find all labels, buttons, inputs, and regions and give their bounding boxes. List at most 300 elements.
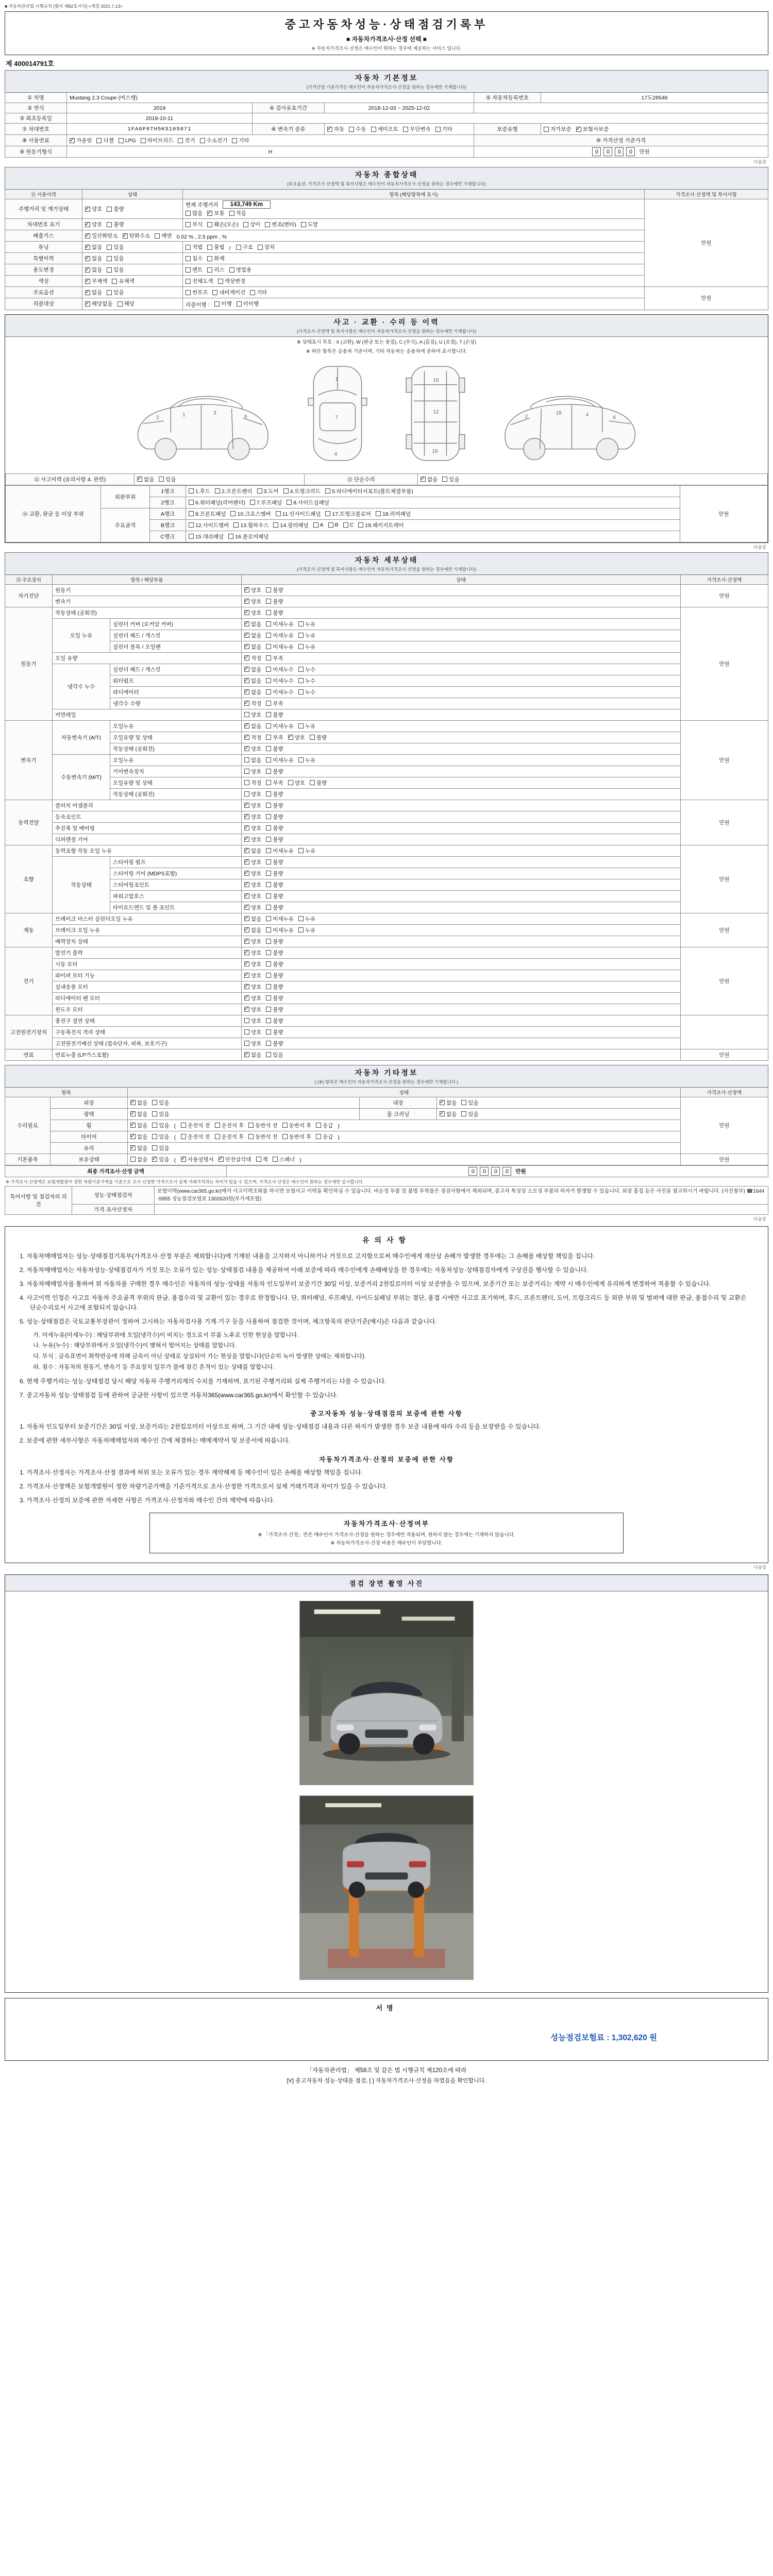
checked-checkbox-icon[interactable] bbox=[244, 961, 249, 967]
unchecked-checkbox-icon[interactable] bbox=[310, 780, 315, 785]
checkbox-option[interactable] bbox=[189, 521, 229, 529]
unchecked-checkbox-icon[interactable] bbox=[155, 233, 160, 239]
unchecked-checkbox-icon[interactable] bbox=[186, 267, 191, 273]
checkbox-option[interactable] bbox=[244, 643, 261, 651]
checkbox-option[interactable] bbox=[232, 137, 249, 144]
checkbox-option[interactable] bbox=[298, 915, 315, 923]
checkbox-option[interactable] bbox=[298, 643, 315, 651]
unchecked-checkbox-icon[interactable] bbox=[107, 267, 112, 273]
checked-checkbox-icon[interactable] bbox=[244, 825, 249, 831]
unchecked-checkbox-icon[interactable] bbox=[298, 633, 304, 638]
checkbox-option[interactable] bbox=[310, 734, 327, 741]
checked-checkbox-icon[interactable] bbox=[244, 621, 249, 626]
checked-checkbox-icon[interactable] bbox=[137, 477, 142, 482]
unchecked-checkbox-icon[interactable] bbox=[266, 678, 271, 683]
checkbox-option[interactable] bbox=[266, 700, 283, 707]
checked-checkbox-icon[interactable] bbox=[244, 950, 249, 955]
unchecked-checkbox-icon[interactable] bbox=[189, 500, 194, 505]
checkbox-option[interactable] bbox=[228, 533, 268, 540]
unchecked-checkbox-icon[interactable] bbox=[215, 488, 220, 494]
checkbox-option[interactable] bbox=[244, 745, 261, 753]
unchecked-checkbox-icon[interactable] bbox=[298, 927, 304, 933]
checked-checkbox-icon[interactable] bbox=[130, 1111, 136, 1116]
checkbox-option[interactable] bbox=[313, 522, 324, 528]
unchecked-checkbox-icon[interactable] bbox=[186, 222, 191, 227]
unchecked-checkbox-icon[interactable] bbox=[266, 995, 271, 1001]
checkbox-option[interactable] bbox=[327, 125, 344, 133]
checkbox-option[interactable] bbox=[244, 926, 261, 934]
checkbox-option[interactable] bbox=[325, 487, 413, 495]
unchecked-checkbox-icon[interactable] bbox=[266, 712, 271, 717]
checkbox-option[interactable] bbox=[298, 620, 315, 628]
unchecked-checkbox-icon[interactable] bbox=[442, 477, 447, 482]
checkbox-option[interactable] bbox=[230, 510, 271, 518]
checkbox-option[interactable] bbox=[248, 1122, 278, 1129]
unchecked-checkbox-icon[interactable] bbox=[328, 522, 333, 528]
unchecked-checkbox-icon[interactable] bbox=[298, 689, 304, 694]
checked-checkbox-icon[interactable] bbox=[85, 290, 90, 295]
checkbox-option[interactable] bbox=[130, 1133, 147, 1141]
checkbox-option[interactable] bbox=[244, 688, 261, 696]
unchecked-checkbox-icon[interactable] bbox=[266, 1018, 271, 1023]
checkbox-option[interactable] bbox=[250, 499, 282, 506]
unchecked-checkbox-icon[interactable] bbox=[152, 1145, 157, 1150]
unchecked-checkbox-icon[interactable] bbox=[343, 522, 348, 528]
checkbox-option[interactable] bbox=[215, 1133, 244, 1141]
checkbox-option[interactable] bbox=[298, 756, 315, 764]
checkbox-option[interactable] bbox=[266, 847, 294, 855]
checkbox-option[interactable] bbox=[371, 125, 399, 133]
unchecked-checkbox-icon[interactable] bbox=[266, 871, 271, 876]
unchecked-checkbox-icon[interactable] bbox=[189, 488, 194, 494]
checkbox-option[interactable] bbox=[266, 666, 294, 673]
checkbox-option[interactable] bbox=[159, 476, 176, 483]
checkbox-option[interactable] bbox=[215, 1122, 244, 1129]
unchecked-checkbox-icon[interactable] bbox=[266, 769, 271, 774]
checkbox-option[interactable] bbox=[266, 768, 283, 775]
unchecked-checkbox-icon[interactable] bbox=[244, 757, 249, 762]
checkbox-option[interactable] bbox=[244, 847, 261, 855]
checkbox-option[interactable] bbox=[244, 756, 261, 764]
checkbox-option[interactable] bbox=[244, 677, 261, 685]
checkbox-option[interactable] bbox=[421, 476, 438, 483]
unchecked-checkbox-icon[interactable] bbox=[107, 245, 112, 250]
checkbox-option[interactable] bbox=[273, 521, 308, 529]
checkbox-option[interactable] bbox=[298, 632, 315, 639]
checkbox-option[interactable] bbox=[266, 1006, 283, 1013]
checkbox-option[interactable] bbox=[244, 1017, 261, 1025]
checkbox-option[interactable] bbox=[266, 858, 283, 866]
checkbox-option[interactable] bbox=[283, 487, 321, 495]
checkbox-option[interactable] bbox=[85, 221, 102, 228]
unchecked-checkbox-icon[interactable] bbox=[266, 927, 271, 933]
unchecked-checkbox-icon[interactable] bbox=[266, 621, 271, 626]
checkbox-option[interactable] bbox=[435, 125, 452, 133]
checkbox-option[interactable] bbox=[244, 892, 261, 900]
unchecked-checkbox-icon[interactable] bbox=[248, 1123, 254, 1128]
checkbox-option[interactable] bbox=[266, 949, 283, 957]
checked-checkbox-icon[interactable] bbox=[244, 1007, 249, 1012]
checkbox-option[interactable] bbox=[266, 938, 283, 945]
unchecked-checkbox-icon[interactable] bbox=[178, 138, 183, 143]
unchecked-checkbox-icon[interactable] bbox=[186, 245, 191, 250]
checked-checkbox-icon[interactable] bbox=[181, 1157, 186, 1162]
checkbox-option[interactable] bbox=[218, 277, 246, 285]
checked-checkbox-icon[interactable] bbox=[123, 233, 128, 239]
checkbox-option[interactable] bbox=[130, 1144, 147, 1152]
checkbox-option[interactable] bbox=[544, 125, 572, 133]
checked-checkbox-icon[interactable] bbox=[130, 1100, 136, 1105]
checked-checkbox-icon[interactable] bbox=[130, 1123, 136, 1128]
checkbox-option[interactable] bbox=[243, 221, 260, 228]
checkbox-option[interactable] bbox=[186, 277, 213, 285]
checked-checkbox-icon[interactable] bbox=[207, 211, 212, 216]
unchecked-checkbox-icon[interactable] bbox=[244, 712, 249, 717]
checkbox-option[interactable] bbox=[266, 904, 283, 911]
unchecked-checkbox-icon[interactable] bbox=[159, 477, 164, 482]
unchecked-checkbox-icon[interactable] bbox=[218, 279, 223, 284]
checkbox-option[interactable] bbox=[403, 125, 431, 133]
checkbox-option[interactable] bbox=[282, 1133, 312, 1141]
checkbox-option[interactable] bbox=[328, 522, 339, 528]
checkbox-option[interactable] bbox=[130, 1122, 147, 1129]
checkbox-option[interactable] bbox=[107, 255, 124, 262]
unchecked-checkbox-icon[interactable] bbox=[207, 256, 212, 261]
checkbox-option[interactable] bbox=[266, 983, 283, 991]
unchecked-checkbox-icon[interactable] bbox=[288, 780, 293, 785]
checkbox-option[interactable] bbox=[244, 881, 261, 889]
unchecked-checkbox-icon[interactable] bbox=[244, 1029, 249, 1035]
checkbox-option[interactable] bbox=[117, 300, 135, 308]
checkbox-option[interactable] bbox=[266, 960, 283, 968]
checkbox-option[interactable] bbox=[301, 221, 318, 228]
checkbox-option[interactable] bbox=[244, 983, 261, 991]
unchecked-checkbox-icon[interactable] bbox=[371, 127, 376, 132]
checkbox-option[interactable] bbox=[189, 499, 245, 506]
unchecked-checkbox-icon[interactable] bbox=[266, 689, 271, 694]
checkbox-option[interactable] bbox=[85, 266, 102, 274]
checkbox-option[interactable] bbox=[244, 1040, 261, 1047]
unchecked-checkbox-icon[interactable] bbox=[266, 735, 271, 740]
checkbox-option[interactable] bbox=[440, 1099, 457, 1107]
checkbox-option[interactable] bbox=[258, 243, 275, 251]
checked-checkbox-icon[interactable] bbox=[130, 1134, 136, 1139]
checkbox-option[interactable] bbox=[266, 779, 283, 787]
checkbox-option[interactable] bbox=[266, 586, 283, 594]
checkbox-option[interactable] bbox=[273, 1156, 295, 1163]
unchecked-checkbox-icon[interactable] bbox=[544, 127, 549, 132]
checkbox-option[interactable] bbox=[266, 892, 283, 900]
unchecked-checkbox-icon[interactable] bbox=[358, 522, 363, 528]
unchecked-checkbox-icon[interactable] bbox=[141, 138, 146, 143]
checked-checkbox-icon[interactable] bbox=[440, 1111, 445, 1116]
checkbox-option[interactable] bbox=[244, 734, 261, 741]
unchecked-checkbox-icon[interactable] bbox=[266, 1029, 271, 1035]
unchecked-checkbox-icon[interactable] bbox=[266, 905, 271, 910]
unchecked-checkbox-icon[interactable] bbox=[152, 1134, 157, 1139]
checked-checkbox-icon[interactable] bbox=[244, 905, 249, 910]
checked-checkbox-icon[interactable] bbox=[244, 803, 249, 808]
checked-checkbox-icon[interactable] bbox=[244, 655, 249, 660]
unchecked-checkbox-icon[interactable] bbox=[236, 245, 241, 250]
unchecked-checkbox-icon[interactable] bbox=[117, 301, 123, 307]
checkbox-option[interactable] bbox=[287, 499, 329, 506]
checkbox-option[interactable] bbox=[266, 870, 283, 877]
unchecked-checkbox-icon[interactable] bbox=[266, 961, 271, 967]
unchecked-checkbox-icon[interactable] bbox=[186, 290, 191, 295]
unchecked-checkbox-icon[interactable] bbox=[266, 610, 271, 615]
unchecked-checkbox-icon[interactable] bbox=[266, 803, 271, 808]
unchecked-checkbox-icon[interactable] bbox=[215, 1134, 220, 1139]
checked-checkbox-icon[interactable] bbox=[85, 279, 90, 284]
checked-checkbox-icon[interactable] bbox=[85, 267, 90, 273]
checkbox-option[interactable] bbox=[152, 1156, 169, 1163]
checked-checkbox-icon[interactable] bbox=[130, 1145, 136, 1150]
checkbox-option[interactable] bbox=[244, 790, 261, 798]
unchecked-checkbox-icon[interactable] bbox=[207, 245, 212, 250]
checkbox-option[interactable] bbox=[248, 1133, 278, 1141]
checkbox-option[interactable] bbox=[244, 858, 261, 866]
checkbox-option[interactable] bbox=[229, 266, 251, 274]
checked-checkbox-icon[interactable] bbox=[244, 859, 249, 865]
unchecked-checkbox-icon[interactable] bbox=[298, 723, 304, 728]
unchecked-checkbox-icon[interactable] bbox=[244, 780, 249, 785]
checkbox-option[interactable] bbox=[244, 915, 261, 923]
unchecked-checkbox-icon[interactable] bbox=[107, 256, 112, 261]
checkbox-option[interactable] bbox=[244, 1006, 261, 1013]
checked-checkbox-icon[interactable] bbox=[244, 973, 249, 978]
unchecked-checkbox-icon[interactable] bbox=[403, 127, 408, 132]
unchecked-checkbox-icon[interactable] bbox=[266, 655, 271, 660]
unchecked-checkbox-icon[interactable] bbox=[266, 984, 271, 989]
checkbox-option[interactable] bbox=[266, 994, 283, 1002]
unchecked-checkbox-icon[interactable] bbox=[244, 769, 249, 774]
checkbox-option[interactable] bbox=[266, 836, 283, 843]
unchecked-checkbox-icon[interactable] bbox=[276, 511, 281, 516]
unchecked-checkbox-icon[interactable] bbox=[273, 522, 278, 528]
checked-checkbox-icon[interactable] bbox=[85, 245, 90, 250]
unchecked-checkbox-icon[interactable] bbox=[212, 290, 217, 295]
unchecked-checkbox-icon[interactable] bbox=[257, 488, 262, 494]
checkbox-option[interactable] bbox=[237, 300, 259, 308]
unchecked-checkbox-icon[interactable] bbox=[248, 1134, 254, 1139]
checkbox-option[interactable] bbox=[266, 972, 283, 979]
checkbox-option[interactable] bbox=[244, 666, 261, 673]
unchecked-checkbox-icon[interactable] bbox=[112, 279, 117, 284]
checkbox-option[interactable] bbox=[288, 734, 305, 741]
checkbox-option[interactable] bbox=[266, 926, 294, 934]
checked-checkbox-icon[interactable] bbox=[244, 893, 249, 899]
unchecked-checkbox-icon[interactable] bbox=[313, 522, 318, 528]
checked-checkbox-icon[interactable] bbox=[440, 1100, 445, 1105]
unchecked-checkbox-icon[interactable] bbox=[200, 138, 205, 143]
checkbox-option[interactable] bbox=[298, 926, 315, 934]
checkbox-option[interactable] bbox=[130, 1099, 147, 1107]
unchecked-checkbox-icon[interactable] bbox=[282, 1134, 288, 1139]
checkbox-option[interactable] bbox=[276, 510, 321, 518]
checkbox-option[interactable] bbox=[186, 221, 203, 228]
checked-checkbox-icon[interactable] bbox=[85, 256, 90, 261]
checked-checkbox-icon[interactable] bbox=[421, 477, 426, 482]
checkbox-option[interactable] bbox=[141, 137, 174, 144]
checkbox-option[interactable] bbox=[236, 243, 253, 251]
checkbox-option[interactable] bbox=[325, 510, 371, 518]
checkbox-option[interactable] bbox=[256, 1156, 268, 1163]
checkbox-option[interactable] bbox=[107, 243, 124, 251]
checkbox-option[interactable] bbox=[130, 1110, 147, 1118]
checkbox-option[interactable] bbox=[316, 1122, 333, 1129]
unchecked-checkbox-icon[interactable] bbox=[181, 1134, 186, 1139]
checkbox-option[interactable] bbox=[461, 1099, 478, 1107]
checkbox-option[interactable] bbox=[244, 870, 261, 877]
checkbox-option[interactable] bbox=[85, 205, 102, 213]
checkbox-option[interactable] bbox=[155, 232, 172, 240]
unchecked-checkbox-icon[interactable] bbox=[435, 127, 441, 132]
unchecked-checkbox-icon[interactable] bbox=[298, 848, 304, 853]
unchecked-checkbox-icon[interactable] bbox=[207, 267, 212, 273]
unchecked-checkbox-icon[interactable] bbox=[266, 791, 271, 796]
checkbox-option[interactable] bbox=[266, 632, 294, 639]
unchecked-checkbox-icon[interactable] bbox=[189, 522, 194, 528]
unchecked-checkbox-icon[interactable] bbox=[298, 667, 304, 672]
checked-checkbox-icon[interactable] bbox=[244, 995, 249, 1001]
unchecked-checkbox-icon[interactable] bbox=[266, 939, 271, 944]
checkbox-option[interactable] bbox=[316, 1133, 333, 1141]
checkbox-option[interactable] bbox=[244, 768, 261, 775]
checkbox-option[interactable] bbox=[376, 510, 411, 518]
unchecked-checkbox-icon[interactable] bbox=[229, 211, 234, 216]
checked-checkbox-icon[interactable] bbox=[576, 127, 581, 132]
checkbox-option[interactable] bbox=[343, 522, 354, 528]
checkbox-option[interactable] bbox=[207, 255, 224, 262]
checkbox-option[interactable] bbox=[186, 255, 203, 262]
checkbox-option[interactable] bbox=[244, 802, 261, 809]
unchecked-checkbox-icon[interactable] bbox=[214, 301, 220, 307]
checkbox-option[interactable] bbox=[189, 533, 224, 540]
checked-checkbox-icon[interactable] bbox=[152, 1157, 157, 1162]
checkbox-option[interactable] bbox=[257, 487, 279, 495]
checkbox-option[interactable] bbox=[244, 972, 261, 979]
checkbox-option[interactable] bbox=[244, 813, 261, 821]
checkbox-option[interactable] bbox=[266, 802, 283, 809]
checkbox-option[interactable] bbox=[266, 1017, 283, 1025]
checked-checkbox-icon[interactable] bbox=[244, 746, 249, 751]
unchecked-checkbox-icon[interactable] bbox=[266, 599, 271, 604]
checkbox-option[interactable] bbox=[137, 476, 154, 483]
checked-checkbox-icon[interactable] bbox=[244, 599, 249, 604]
checkbox-option[interactable] bbox=[152, 1122, 169, 1129]
unchecked-checkbox-icon[interactable] bbox=[107, 207, 112, 212]
checkbox-option[interactable] bbox=[178, 137, 195, 144]
checkbox-option[interactable] bbox=[440, 1110, 457, 1118]
checkbox-option[interactable] bbox=[244, 779, 261, 787]
unchecked-checkbox-icon[interactable] bbox=[186, 211, 191, 216]
checkbox-option[interactable] bbox=[107, 205, 124, 213]
unchecked-checkbox-icon[interactable] bbox=[186, 279, 191, 284]
checkbox-option[interactable] bbox=[96, 137, 113, 144]
unchecked-checkbox-icon[interactable] bbox=[266, 1041, 271, 1046]
unchecked-checkbox-icon[interactable] bbox=[298, 678, 304, 683]
checkbox-option[interactable] bbox=[112, 277, 134, 285]
unchecked-checkbox-icon[interactable] bbox=[298, 916, 304, 921]
checkbox-option[interactable] bbox=[130, 1156, 147, 1163]
checkbox-option[interactable] bbox=[152, 1099, 169, 1107]
checked-checkbox-icon[interactable] bbox=[244, 927, 249, 933]
checkbox-option[interactable] bbox=[298, 688, 315, 696]
unchecked-checkbox-icon[interactable] bbox=[189, 534, 194, 539]
checkbox-option[interactable] bbox=[250, 289, 267, 296]
unchecked-checkbox-icon[interactable] bbox=[250, 500, 255, 505]
unchecked-checkbox-icon[interactable] bbox=[376, 511, 381, 516]
unchecked-checkbox-icon[interactable] bbox=[298, 621, 304, 626]
checkbox-option[interactable] bbox=[119, 138, 136, 144]
checkbox-option[interactable] bbox=[298, 666, 315, 673]
unchecked-checkbox-icon[interactable] bbox=[107, 222, 112, 227]
unchecked-checkbox-icon[interactable] bbox=[461, 1100, 466, 1105]
unchecked-checkbox-icon[interactable] bbox=[130, 1157, 136, 1162]
checkbox-option[interactable] bbox=[266, 609, 283, 617]
checkbox-option[interactable] bbox=[266, 711, 283, 719]
checkbox-option[interactable] bbox=[107, 266, 124, 274]
checkbox-option[interactable] bbox=[310, 779, 327, 787]
checkbox-option[interactable] bbox=[152, 1144, 169, 1152]
checkbox-option[interactable] bbox=[244, 1028, 261, 1036]
unchecked-checkbox-icon[interactable] bbox=[250, 290, 255, 295]
unchecked-checkbox-icon[interactable] bbox=[232, 138, 237, 143]
checkbox-option[interactable] bbox=[244, 1051, 261, 1059]
checkbox-option[interactable] bbox=[244, 632, 261, 639]
checked-checkbox-icon[interactable] bbox=[70, 138, 75, 143]
checked-checkbox-icon[interactable] bbox=[244, 633, 249, 638]
checkbox-option[interactable] bbox=[186, 289, 208, 296]
unchecked-checkbox-icon[interactable] bbox=[233, 522, 239, 528]
unchecked-checkbox-icon[interactable] bbox=[325, 488, 330, 494]
checkbox-option[interactable] bbox=[266, 677, 294, 685]
unchecked-checkbox-icon[interactable] bbox=[229, 267, 234, 273]
checkbox-option[interactable] bbox=[244, 700, 261, 707]
checked-checkbox-icon[interactable] bbox=[244, 814, 249, 819]
checkbox-option[interactable] bbox=[298, 677, 315, 685]
checked-checkbox-icon[interactable] bbox=[244, 723, 249, 728]
unchecked-checkbox-icon[interactable] bbox=[301, 222, 306, 227]
unchecked-checkbox-icon[interactable] bbox=[244, 791, 249, 796]
checkbox-option[interactable] bbox=[181, 1156, 214, 1163]
checkbox-option[interactable] bbox=[85, 243, 102, 251]
unchecked-checkbox-icon[interactable] bbox=[266, 644, 271, 649]
checkbox-option[interactable] bbox=[266, 654, 283, 662]
checkbox-option[interactable] bbox=[186, 266, 203, 274]
checkbox-option[interactable] bbox=[229, 209, 246, 217]
checkbox-option[interactable] bbox=[107, 289, 124, 296]
unchecked-checkbox-icon[interactable] bbox=[298, 644, 304, 649]
checked-checkbox-icon[interactable] bbox=[244, 882, 249, 887]
checkbox-option[interactable] bbox=[244, 949, 261, 957]
unchecked-checkbox-icon[interactable] bbox=[266, 814, 271, 819]
checkbox-option[interactable] bbox=[207, 266, 224, 274]
checked-checkbox-icon[interactable] bbox=[244, 837, 249, 842]
checked-checkbox-icon[interactable] bbox=[244, 984, 249, 989]
checkbox-option[interactable] bbox=[244, 609, 261, 617]
checkbox-option[interactable] bbox=[298, 847, 315, 855]
checkbox-option[interactable] bbox=[266, 745, 283, 753]
checkbox-option[interactable] bbox=[181, 1122, 210, 1129]
checkbox-option[interactable] bbox=[266, 915, 294, 923]
checkbox-option[interactable] bbox=[266, 1040, 283, 1047]
checkbox-option[interactable] bbox=[207, 221, 239, 228]
unchecked-checkbox-icon[interactable] bbox=[207, 222, 212, 227]
unchecked-checkbox-icon[interactable] bbox=[256, 1157, 261, 1162]
checkbox-option[interactable] bbox=[215, 487, 252, 495]
